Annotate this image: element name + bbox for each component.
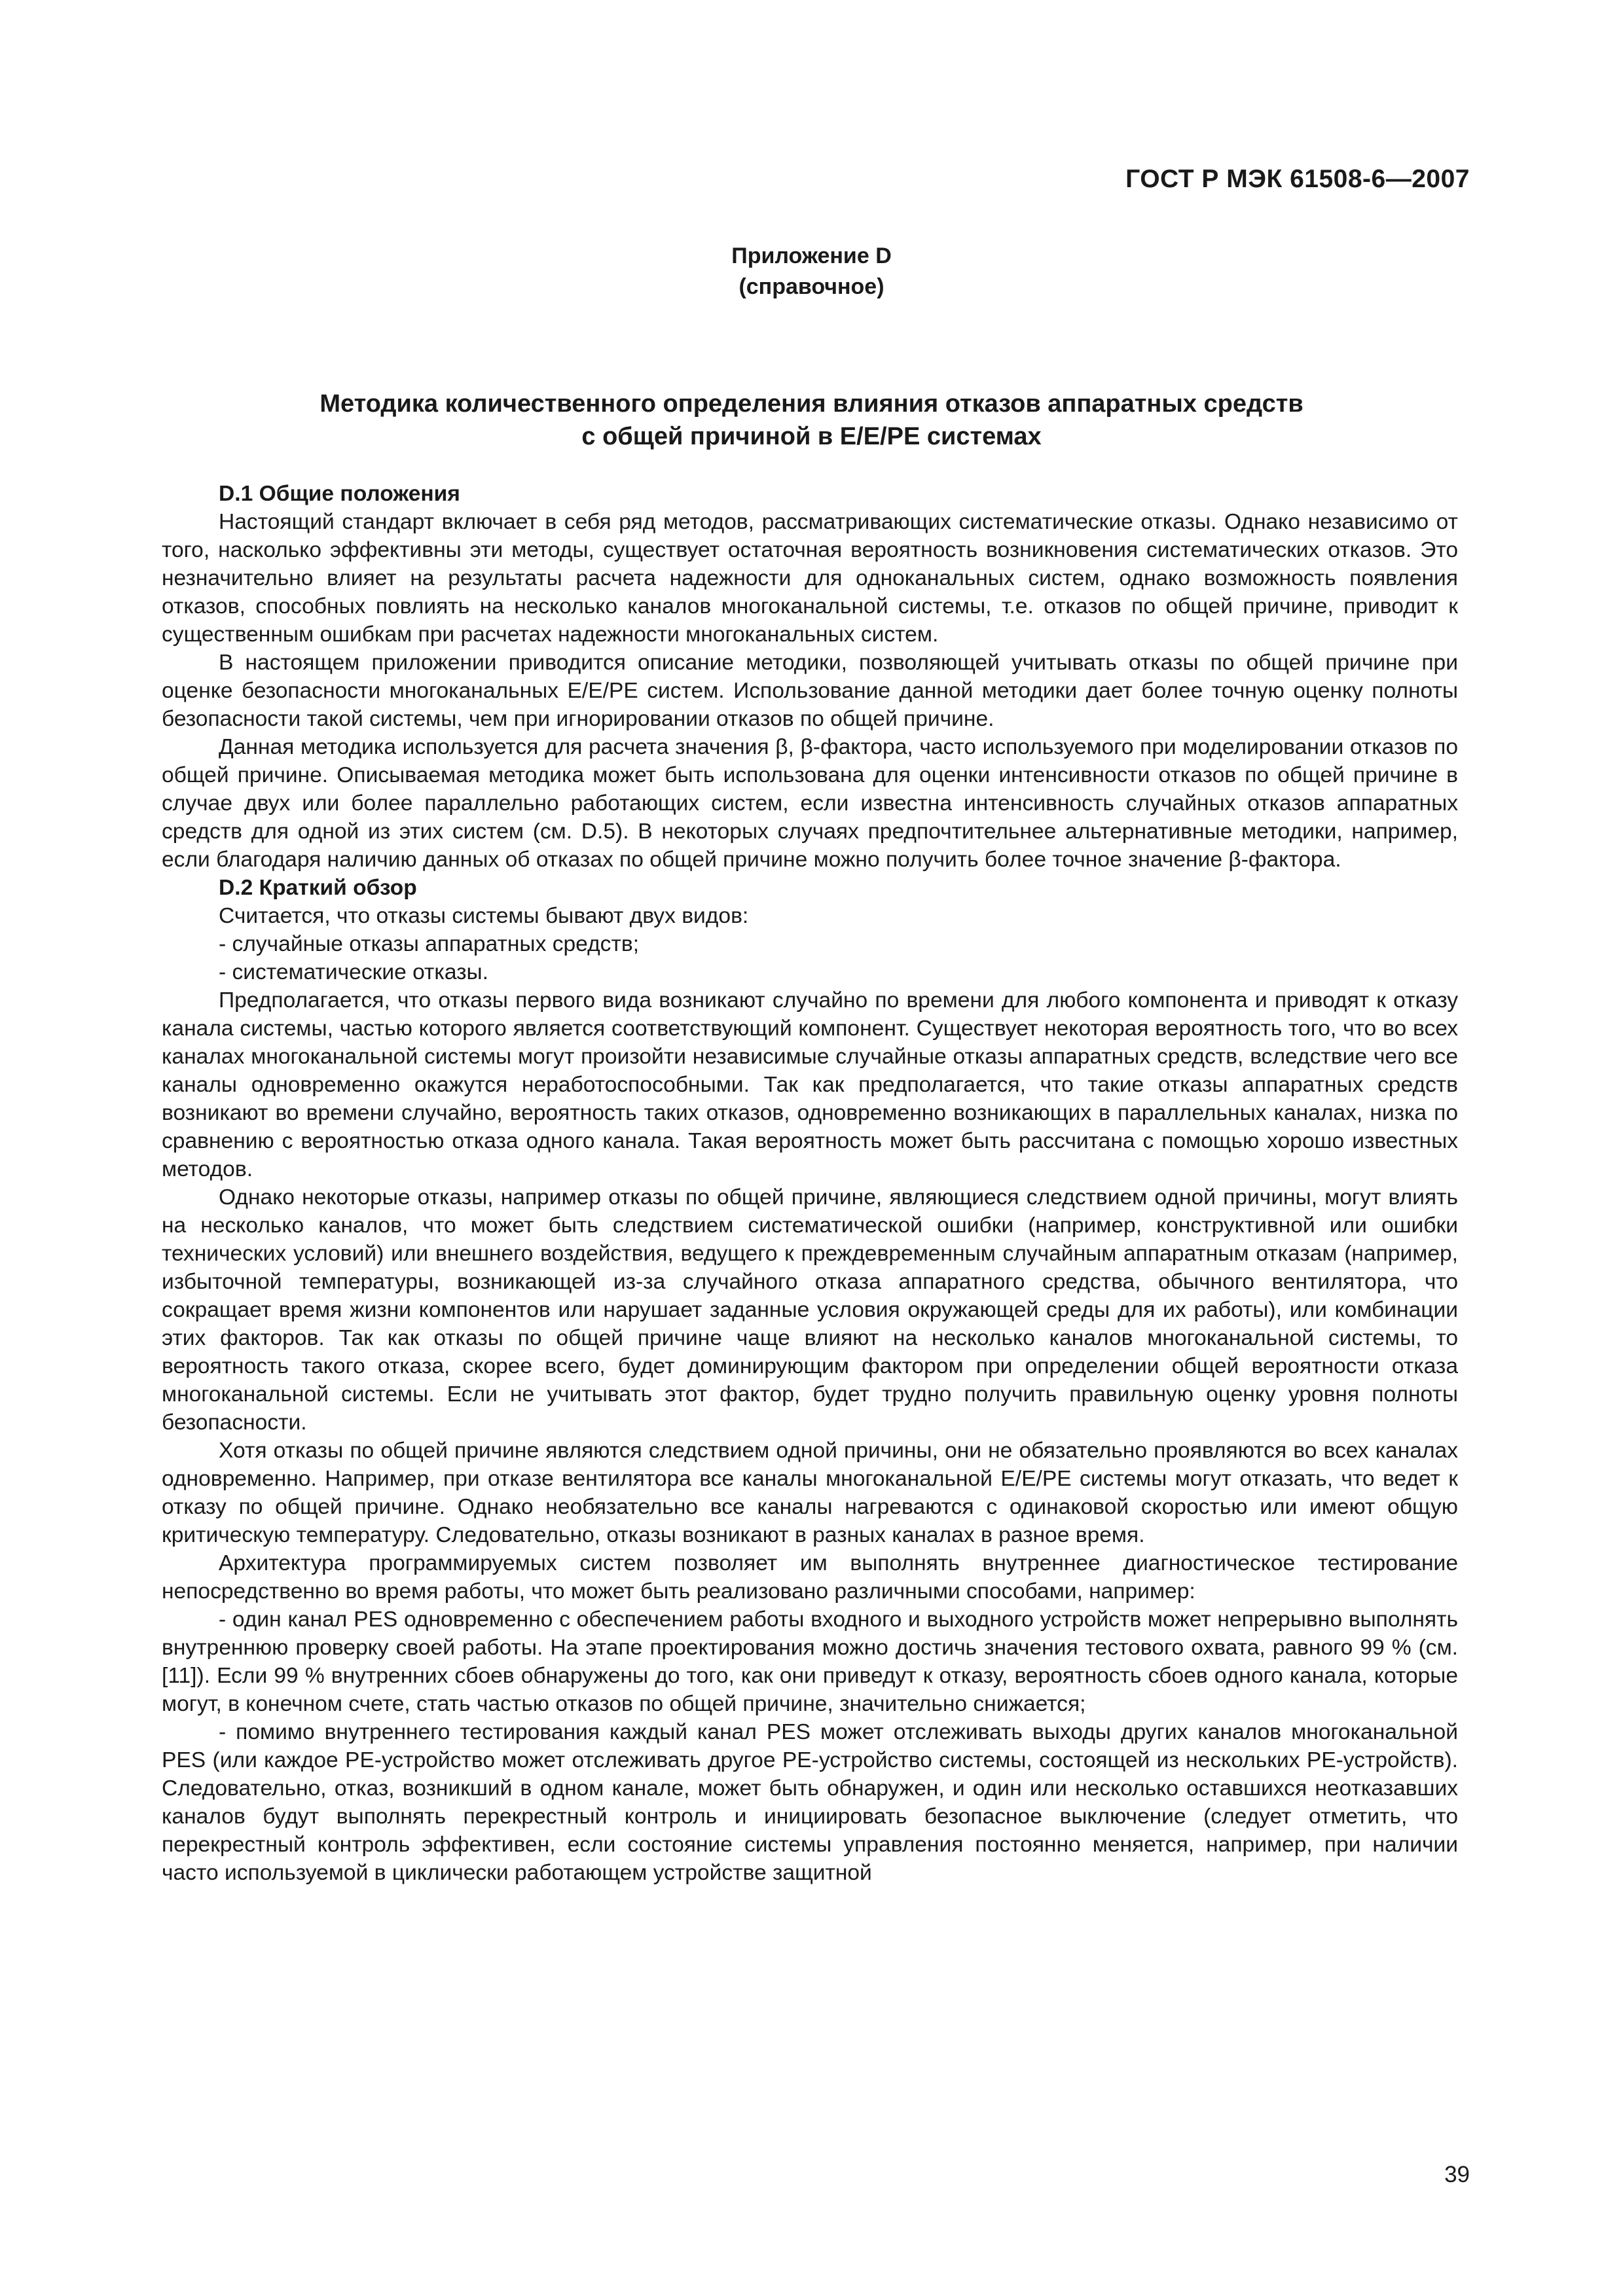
document-body xyxy=(162,480,1458,1887)
document-title-line-1: Методика количественного определения влияния отказов аппаратных средств xyxy=(319,390,1304,418)
appendix-title: Приложение D xyxy=(731,243,892,268)
paragraph: Архитектура программируемых систем позволяет им выполнять внутреннее диагностическое тестирование непосредственно во время работы, что может быть реализовано различными способами, например: xyxy=(162,1551,1458,1604)
paragraph: Считается, что отказы системы бывают двух видов: xyxy=(219,904,749,928)
paragraph: Хотя отказы по общей причине являются следствием одной причины, они не обязательно проявляются во всех каналах одновременно. Например, при отказе вентилятора все каналы многоканальной Е/Е/РЕ системы могут отказать, что ведет к отказу по общей причине. Однако необязательно все каналы нагреваются с одинаковой скоростью или имеют общую критическую температуру. Следовательно, отказы возникают в разных каналах в разное время. xyxy=(162,1439,1458,1547)
list-item: - систематические отказы. xyxy=(219,960,488,984)
paragraph: Предполагается, что отказы первого вида возникают случайно по времени для любого компонента и приводят к отказу канала системы, частью которого является соответствующий компонент. Существует некоторая вероятность того, что во всех каналах многоканальной системы могут произойти независимые случайные отказы аппаратных средств, вследствие чего все каналы одновременно окажутся неработоспособными. Так как предполагается, что такие отказы аппаратных средств возникают во времени случайно, вероятность таких отказов, одновременно возникающих в параллельных каналах, низка по сравнению с вероятностью отказа одного канала. Такая вероятность может быть рассчитана с помощью хорошо известных методов. xyxy=(162,988,1458,1181)
paragraph: Однако некоторые отказы, например отказы по общей причине, являющиеся следствием одной причины, могут влиять на несколько каналов, что может быть следствием систематической ошибки (например, конструктивной или ошибки технических условий) или внешнего воздействия, ведущего к преждевременным случайным аппаратным отказам (например, избыточной температуры, возникающей из-за случайного отказа аппаратного средства, обычного вентилятора, что сокращает время жизни компонентов или нарушает заданные условия окружающей среды для их работы), или комбинации этих факторов. Так как отказы по общей причине чаще влияют на несколько каналов многоканальной системы, то вероятность такого отказа, скорее всего, будет доминирующим фактором при определении общей вероятности отказа многоканальной системы. Если не учитывать этот фактор, будет трудно получить правильную оценку уровня полноты безопасности. xyxy=(162,1185,1458,1435)
paragraph: В настоящем приложении приводится описание методики, позволяющей учитывать отказы по общей причине при оценке безопасности многоканальных Е/Е/РЕ систем. Использование данной методики дает более точную оценку полноты безопасности такой системы, чем при игнорировании отказов по общей причине. xyxy=(162,651,1458,731)
paragraph: Настоящий стандарт включает в себя ряд методов, рассматривающих систематические отказы. Однако независимо от того, насколько эффективны эти методы, существует остаточная вероятность возникновения систематических отказов. Это незначительно влияет на результаты расчета надежности для одноканальных систем, однако возможность появления отказов, способных повлиять на несколько каналов многоканальной системы, т.е. отказов по общей причине, приводит к существенным ошибкам при расчетах надежности многоканальных систем. xyxy=(162,510,1458,647)
list-item: - случайные отказы аппаратных средств; xyxy=(219,932,640,956)
section-heading-d1: D.1 Общие положения xyxy=(219,482,460,506)
document-title xyxy=(0,387,1623,453)
document-title-line-2: с общей причиной в Е/Е/РЕ системах xyxy=(581,423,1042,450)
appendix-status: (справочное) xyxy=(739,274,884,299)
section-heading-d2: D.2 Краткий обзор xyxy=(219,876,417,900)
document-header: ГОСТ Р МЭК 61508-6—2007 xyxy=(1125,165,1470,193)
paragraph: Данная методика используется для расчета значения β, β-фактора, часто используемого при моделировании отказов по общей причине. Описываемая методика может быть использована для оценки интенсивности отказов по общей причине в случае двух или более параллельно работающих систем, если известна интенсивность случайных отказов аппаратных средств для одной из этих систем (см. D.5). В некоторых случаях предпочтительнее альтернативные методики, например, если благодаря наличию данных об отказах по общей причине можно получить более точное значение β-фактора. xyxy=(162,735,1458,872)
appendix-label xyxy=(0,241,1623,302)
list-item: - один канал PES одновременно с обеспечением работы входного и выходного устройств может непрерывно выполнять внутреннюю проверку своей работы. На этапе проектирования можно достичь значения тестового охвата, равного 99 % (см. [11]). Если 99 % внутренних сбоев обнаружены до того, как они приведут к отказу, вероятность сбоев одного канала, которые могут, в конечном счете, стать частью отказов по общей причине, значительно снижается; xyxy=(162,1607,1458,1716)
page-number: 39 xyxy=(1444,2162,1470,2187)
list-item: - помимо внутреннего тестирования каждый канал PES может отслеживать выходы других каналов многоканальной PES (или каждое РЕ-устройство может отслеживать другое РЕ-устройство системы, состоящей из нескольких РЕ-устройств). Следовательно, отказ, возникший в одном канале, может быть обнаружен, и один или несколько оставшихся неотказавших каналов будут выполнять перекрестный контроль и инициировать безопасное выключение (следует отметить, что перекрестный контроль эффективен, если состояние системы управления постоянно меняется, например, при наличии часто используемой в циклически работающем устройстве защитной xyxy=(162,1720,1458,1885)
